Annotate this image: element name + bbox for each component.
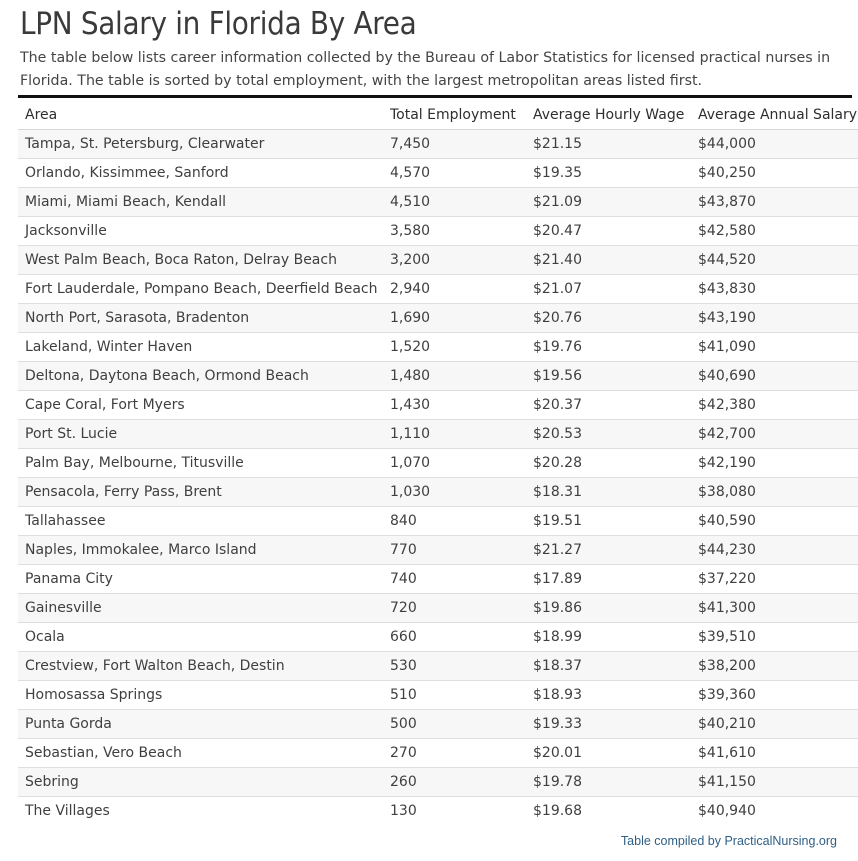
cell-total-employment: 740	[383, 565, 526, 594]
cell-annual-salary: $43,190	[691, 304, 858, 333]
header-total-employment: Total Employment	[383, 100, 526, 130]
cell-area: Panama City	[18, 565, 383, 594]
cell-area: Pensacola, Ferry Pass, Brent	[18, 478, 383, 507]
cell-area: Tampa, St. Petersburg, Clearwater	[18, 130, 383, 159]
cell-hourly-wage: $18.31	[526, 478, 691, 507]
cell-annual-salary: $43,870	[691, 188, 858, 217]
cell-area: Sebring	[18, 768, 383, 797]
table-row	[18, 594, 858, 623]
cell-annual-salary: $39,510	[691, 623, 858, 652]
cell-annual-salary: $37,220	[691, 565, 858, 594]
table-row	[18, 217, 858, 246]
table-row	[18, 130, 858, 159]
cell-hourly-wage: $21.07	[526, 275, 691, 304]
cell-hourly-wage: $20.47	[526, 217, 691, 246]
cell-annual-salary: $44,230	[691, 536, 858, 565]
table-row	[18, 362, 858, 391]
cell-hourly-wage: $19.76	[526, 333, 691, 362]
cell-total-employment: 1,430	[383, 391, 526, 420]
table-row	[18, 159, 858, 188]
cell-hourly-wage: $20.28	[526, 449, 691, 478]
table-row	[18, 710, 858, 739]
cell-total-employment: 1,110	[383, 420, 526, 449]
cell-total-employment: 4,510	[383, 188, 526, 217]
table-row	[18, 333, 858, 362]
cell-annual-salary: $40,940	[691, 797, 858, 826]
cell-annual-salary: $40,250	[691, 159, 858, 188]
cell-total-employment: 270	[383, 739, 526, 768]
cell-hourly-wage: $19.35	[526, 159, 691, 188]
cell-annual-salary: $43,830	[691, 275, 858, 304]
cell-hourly-wage: $21.15	[526, 130, 691, 159]
cell-area: Ocala	[18, 623, 383, 652]
cell-total-employment: 130	[383, 797, 526, 826]
header-area: Area	[18, 100, 383, 130]
cell-total-employment: 1,520	[383, 333, 526, 362]
cell-hourly-wage: $19.33	[526, 710, 691, 739]
cell-hourly-wage: $18.37	[526, 652, 691, 681]
table-row	[18, 797, 858, 826]
cell-hourly-wage: $20.37	[526, 391, 691, 420]
cell-hourly-wage: $17.89	[526, 565, 691, 594]
cell-total-employment: 510	[383, 681, 526, 710]
table-row	[18, 188, 858, 217]
table-row	[18, 652, 858, 681]
cell-area: Naples, Immokalee, Marco Island	[18, 536, 383, 565]
cell-hourly-wage: $19.86	[526, 594, 691, 623]
cell-area: West Palm Beach, Boca Raton, Delray Beach	[18, 246, 383, 275]
table-row	[18, 420, 858, 449]
cell-area: Deltona, Daytona Beach, Ormond Beach	[18, 362, 383, 391]
table-row	[18, 565, 858, 594]
cell-hourly-wage: $20.53	[526, 420, 691, 449]
cell-area: Palm Bay, Melbourne, Titusville	[18, 449, 383, 478]
table-row	[18, 623, 858, 652]
cell-total-employment: 1,070	[383, 449, 526, 478]
cell-hourly-wage: $20.01	[526, 739, 691, 768]
table-row	[18, 536, 858, 565]
table-row	[18, 449, 858, 478]
cell-annual-salary: $38,200	[691, 652, 858, 681]
cell-annual-salary: $42,700	[691, 420, 858, 449]
cell-total-employment: 4,570	[383, 159, 526, 188]
cell-total-employment: 770	[383, 536, 526, 565]
cell-area: Fort Lauderdale, Pompano Beach, Deerfield Beach	[18, 275, 383, 304]
cell-hourly-wage: $19.56	[526, 362, 691, 391]
cell-annual-salary: $41,610	[691, 739, 858, 768]
cell-annual-salary: $42,380	[691, 391, 858, 420]
table-row	[18, 275, 858, 304]
cell-annual-salary: $42,190	[691, 449, 858, 478]
cell-annual-salary: $44,520	[691, 246, 858, 275]
cell-area: Gainesville	[18, 594, 383, 623]
cell-total-employment: 3,200	[383, 246, 526, 275]
cell-area: Orlando, Kissimmee, Sanford	[18, 159, 383, 188]
cell-annual-salary: $39,360	[691, 681, 858, 710]
cell-hourly-wage: $19.78	[526, 768, 691, 797]
cell-annual-salary: $38,080	[691, 478, 858, 507]
header-row	[18, 100, 858, 130]
cell-annual-salary: $40,690	[691, 362, 858, 391]
table-row	[18, 246, 858, 275]
table-row	[18, 304, 858, 333]
header-hourly-wage: Average Hourly Wage	[526, 100, 691, 130]
cell-total-employment: 660	[383, 623, 526, 652]
cell-annual-salary: $41,300	[691, 594, 858, 623]
cell-area: North Port, Sarasota, Bradenton	[18, 304, 383, 333]
cell-hourly-wage: $19.51	[526, 507, 691, 536]
cell-total-employment: 720	[383, 594, 526, 623]
cell-area: Crestview, Fort Walton Beach, Destin	[18, 652, 383, 681]
page-title: LPN Salary in Florida By Area	[20, 6, 417, 42]
table-row	[18, 739, 858, 768]
table-row	[18, 768, 858, 797]
table-row	[18, 681, 858, 710]
cell-hourly-wage: $21.09	[526, 188, 691, 217]
cell-annual-salary: $40,590	[691, 507, 858, 536]
table-body	[18, 130, 858, 826]
cell-area: Miami, Miami Beach, Kendall	[18, 188, 383, 217]
cell-area: Sebastian, Vero Beach	[18, 739, 383, 768]
cell-hourly-wage: $18.93	[526, 681, 691, 710]
cell-hourly-wage: $21.40	[526, 246, 691, 275]
cell-total-employment: 260	[383, 768, 526, 797]
cell-area: Lakeland, Winter Haven	[18, 333, 383, 362]
salary-table	[18, 100, 858, 825]
cell-area: The Villages	[18, 797, 383, 826]
cell-total-employment: 840	[383, 507, 526, 536]
cell-area: Punta Gorda	[18, 710, 383, 739]
cell-area: Jacksonville	[18, 217, 383, 246]
cell-total-employment: 2,940	[383, 275, 526, 304]
cell-total-employment: 1,480	[383, 362, 526, 391]
table-row	[18, 391, 858, 420]
cell-annual-salary: $41,090	[691, 333, 858, 362]
cell-hourly-wage: $21.27	[526, 536, 691, 565]
cell-total-employment: 1,030	[383, 478, 526, 507]
cell-hourly-wage: $19.68	[526, 797, 691, 826]
table-row	[18, 507, 858, 536]
cell-hourly-wage: $18.99	[526, 623, 691, 652]
cell-total-employment: 3,580	[383, 217, 526, 246]
cell-hourly-wage: $20.76	[526, 304, 691, 333]
cell-area: Cape Coral, Fort Myers	[18, 391, 383, 420]
cell-total-employment: 1,690	[383, 304, 526, 333]
table-top-rule	[18, 95, 852, 98]
intro-paragraph: The table below lists career information collected by the Bureau of Labor Statistics for licensed practical nurses in Florida. The table is sorted by total employment, with the largest metropolitan areas listed first.	[20, 50, 831, 89]
cell-annual-salary: $40,210	[691, 710, 858, 739]
table-row	[18, 478, 858, 507]
cell-annual-salary: $44,000	[691, 130, 858, 159]
cell-annual-salary: $42,580	[691, 217, 858, 246]
cell-area: Port St. Lucie	[18, 420, 383, 449]
table-header	[18, 100, 858, 130]
cell-area: Homosassa Springs	[18, 681, 383, 710]
table-credit: Table compiled by PracticalNursing.org	[620, 834, 837, 848]
cell-total-employment: 7,450	[383, 130, 526, 159]
cell-total-employment: 500	[383, 710, 526, 739]
cell-total-employment: 530	[383, 652, 526, 681]
header-annual-salary: Average Annual Salary	[691, 100, 858, 130]
cell-annual-salary: $41,150	[691, 768, 858, 797]
cell-area: Tallahassee	[18, 507, 383, 536]
